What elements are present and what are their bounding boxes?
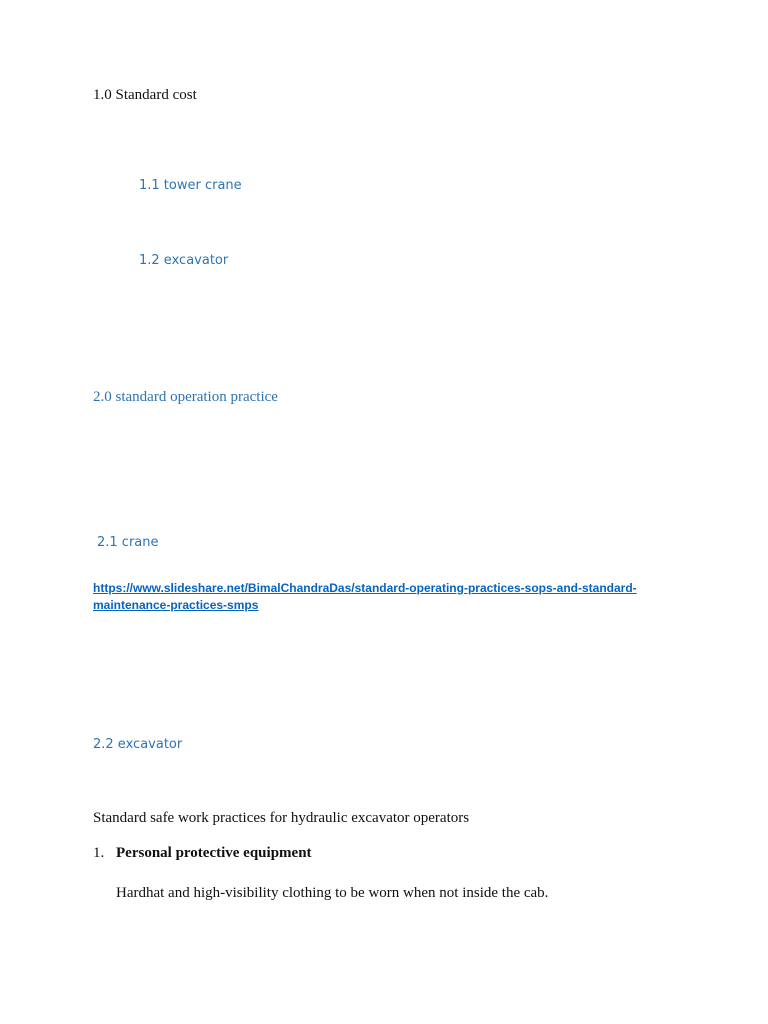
- intro-paragraph: Standard safe work practices for hydraulic excavator operators: [93, 810, 470, 826]
- heading-excavator-cost: 1.2 excavator: [139, 253, 229, 268]
- heading-excavator-practice: 2.2 excavator: [93, 737, 183, 752]
- heading-standard-cost: 1.0 Standard cost: [93, 87, 197, 103]
- slideshare-link-line-1[interactable]: https://www.slideshare.net/BimalChandraDas/standard-operating-practices-sops-and-standard-: [93, 581, 637, 595]
- heading-tower-crane: 1.1 tower crane: [139, 178, 242, 193]
- list-item-title: Personal protective equipment: [116, 845, 312, 861]
- list-item-number: 1.: [93, 845, 105, 861]
- list-item-body: Hardhat and high-visibility clothing to be worn when not inside the cab.: [116, 885, 549, 901]
- heading-standard-operation-practice: 2.0 standard operation practice: [93, 389, 278, 405]
- heading-crane: 2.1 crane: [97, 535, 159, 550]
- slideshare-link-line-2[interactable]: maintenance-practices-smps: [93, 598, 259, 612]
